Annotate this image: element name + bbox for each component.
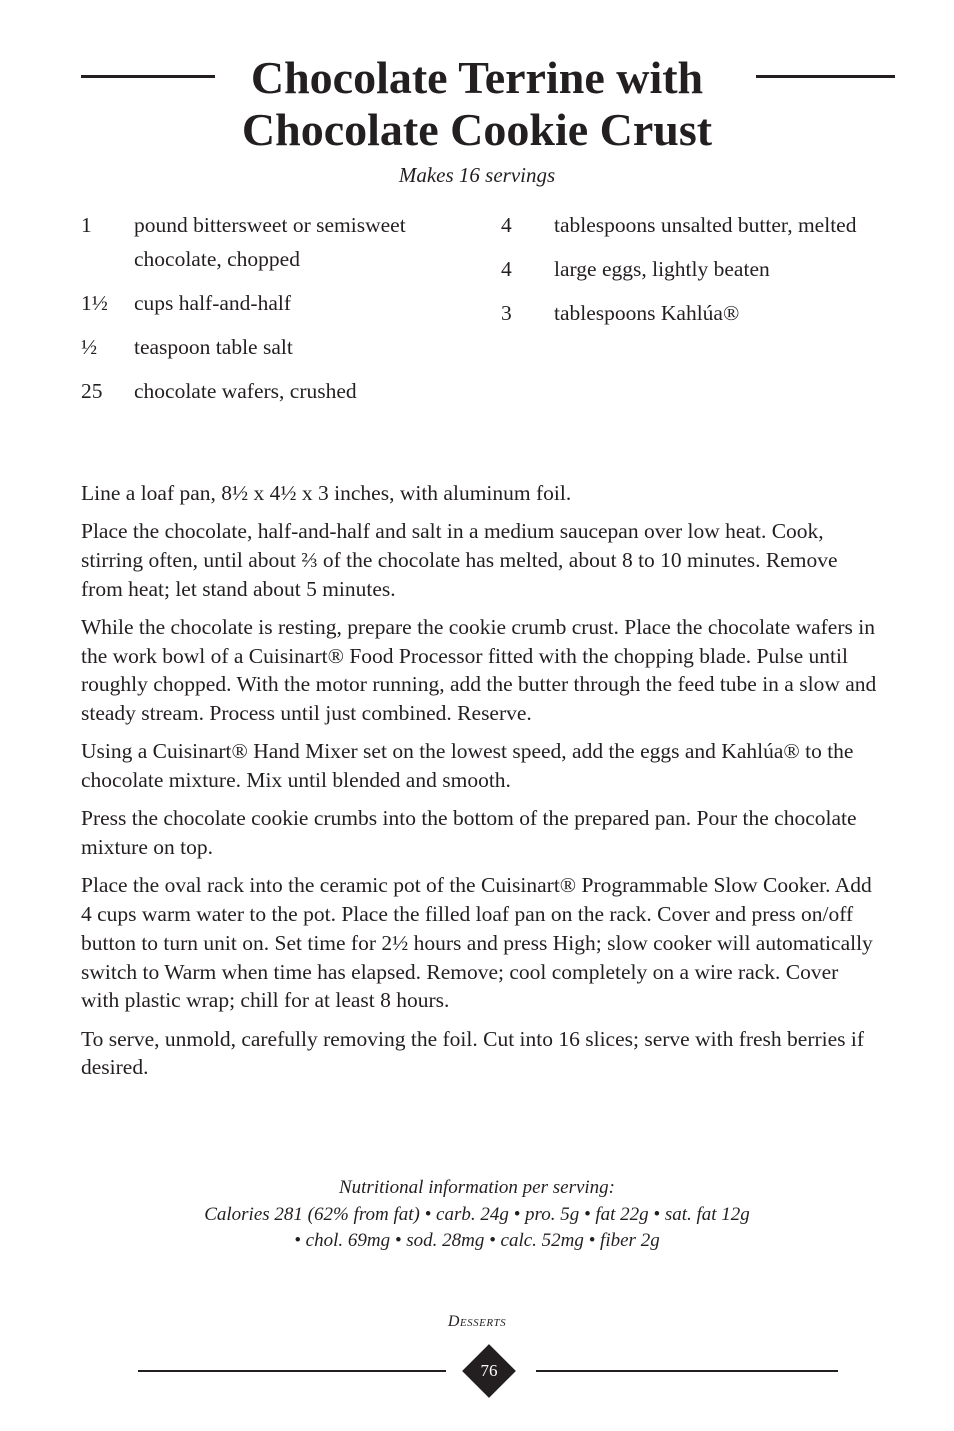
recipe-title-line-2: Chocolate Cookie Crust [241,104,713,155]
section-name: Desserts [447,1313,507,1330]
ingredient-item [81,374,461,408]
ingredient-item [501,252,881,286]
ingredient-qty: ½ [81,335,98,359]
ingredient-qty: 3 [501,301,512,325]
ingredient-qty: 4 [501,257,512,281]
ingredient-item [501,208,881,242]
ingredient-text: large eggs, lightly beaten [554,257,770,281]
instruction-paragraph: Line a loaf pan, 8½ x 4½ x 3 inches, with aluminum foil. [81,481,572,505]
ingredient-qty: 25 [81,379,103,403]
ingredient-item [81,286,461,320]
footer-rule-left [138,1370,446,1372]
ingredient-text: pound bittersweet or semisweet chocolate, chopped [134,213,406,271]
footer-rule-right [536,1370,838,1372]
ingredient-item [501,296,881,330]
ingredient-text: tablespoons Kahlúa® [554,301,740,325]
nutrition-line-1: Calories 281 (62% from fat) • carb. 24g • pro. 5g • fat 22g • sat. fat 12g [204,1203,750,1225]
instruction-paragraph: Place the chocolate, half-and-half and salt in a medium saucepan over low heat. Cook, stirring often, until about ⅔ of the chocolate has melted, about 8 to 10 minutes. Remove from heat; let stand about 5 minutes. [81,519,838,601]
nutrition-heading: Nutritional information per serving: [338,1177,616,1198]
recipe-title-line-1: Chocolate Terrine with [250,52,704,103]
ingredient-text: teaspoon table salt [134,335,293,359]
instruction-paragraph: Using a Cuisinart® Hand Mixer set on the lowest speed, add the eggs and Kahlúa® to the chocolate mixture. Mix until blended and smooth. [81,739,854,793]
ingredient-item [81,330,461,364]
nutrition-line-2: • chol. 69mg • sod. 28mg • calc. 52mg • fiber 2g [294,1230,660,1251]
ingredients-left-column [81,208,461,418]
nutrition-info [0,1175,954,1255]
ingredient-text: chocolate wafers, crushed [134,379,357,403]
instructions [81,479,881,1092]
instruction-paragraph: Press the chocolate cookie crumbs into the bottom of the prepared pan. Pour the chocolate mixture on top. [81,806,857,860]
ingredients-right-column [501,208,881,340]
ingredient-text: tablespoons unsalted butter, melted [554,213,857,237]
ingredient-qty: 1½ [81,291,108,315]
servings: Makes 16 servings [398,163,556,187]
ingredient-qty: 4 [501,213,512,237]
instruction-paragraph: While the chocolate is resting, prepare the cookie crumb crust. Place the chocolate wafers in the work bowl of a Cuisinart® Food Processor fitted with the chopping blade. Pulse until roughly chopped. With the motor running, add the butter through the feed tube in a slow and steady stream. Process until just combined. Reserve. [81,615,877,726]
ingredient-item [81,208,461,276]
instruction-paragraph: Place the oval rack into the ceramic pot of the Cuisinart® Programmable Slow Cooker. Add 4 cups warm water to the pot. Place the filled loaf pan on the rack. Cover and press on/off button to turn unit on. Set time for 2½ hours and press High; slow cooker will automatically switch to Warm when time has elapsed. Remove; cool completely on a wire rack. Cover with plastic wrap; chill for at least 8 hours. [81,873,873,1013]
ingredient-qty: 1 [81,213,92,237]
instruction-paragraph: To serve, unmold, carefully removing the foil. Cut into 16 slices; serve with fresh berries if desired. [81,1026,865,1080]
recipe-title [0,52,954,156]
ingredient-text: cups half-and-half [134,291,291,315]
page-number: 76 [480,1361,498,1380]
